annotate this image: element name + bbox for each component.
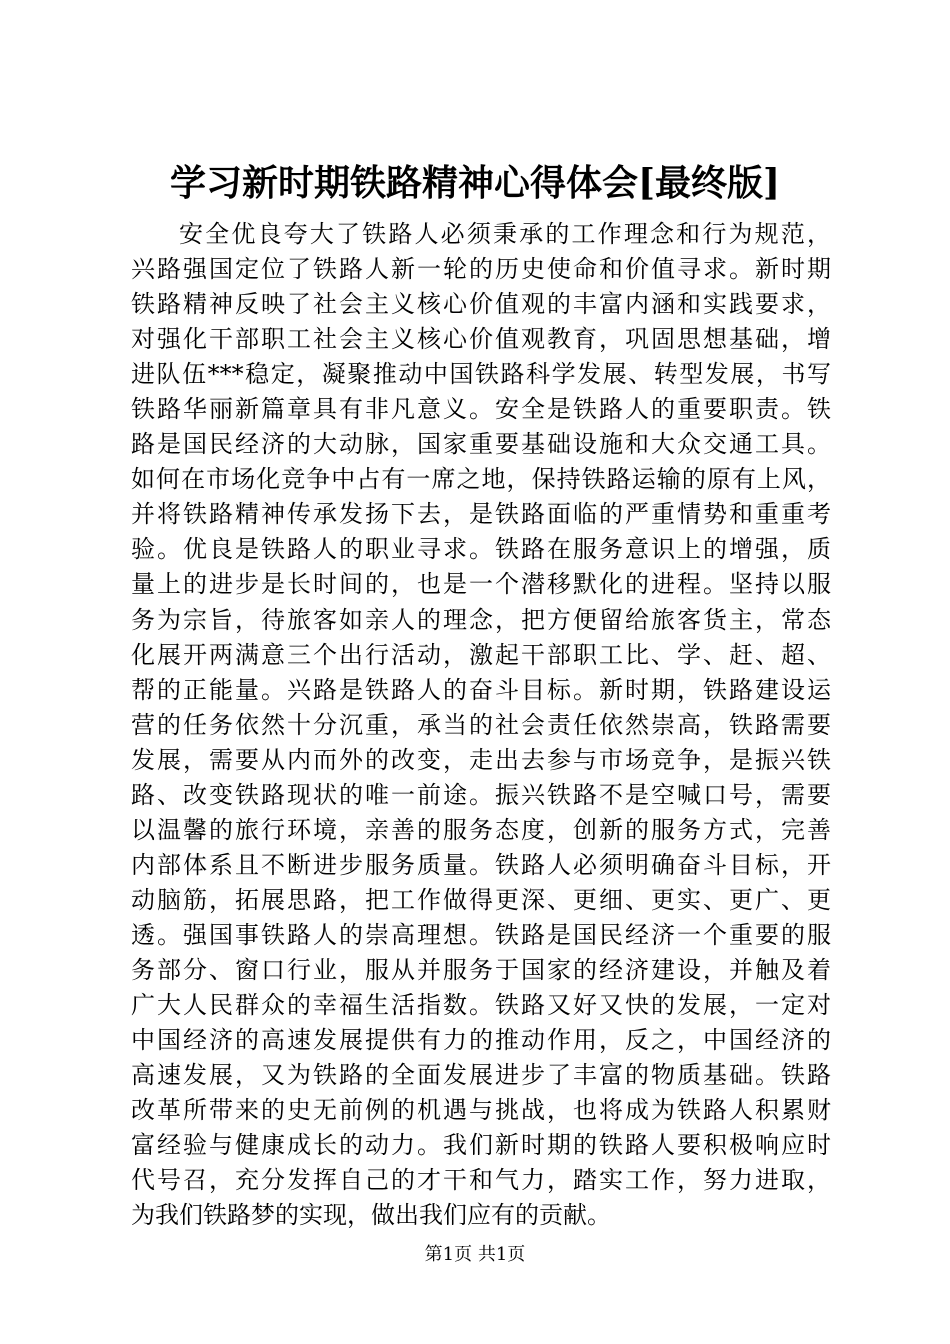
body-line: 代号召，充分发挥自己的才干和气力，踏实工作，努力进取， <box>131 1166 831 1195</box>
body-line: 进队伍***稳定，凝聚推动中国铁路科学发展、转型发展，书写 <box>131 360 831 389</box>
body-line: 广大人民群众的幸福生活指数。铁路又好又快的发展，一定对 <box>131 991 831 1020</box>
body-line: 兴路强国定位了铁路人新一轮的历史使命和价值寻求。新时期 <box>131 255 831 284</box>
body-line: 并将铁路精神传承发扬下去，是铁路面临的严重情势和重重考 <box>131 500 831 529</box>
document-body <box>131 217 831 1233</box>
body-line: 帮的正能量。兴路是铁路人的奋斗目标。新时期，铁路建设运 <box>131 675 831 704</box>
body-line: 为我们铁路梦的实现，做出我们应有的贡献。 <box>131 1201 611 1230</box>
body-line: 对强化干部职工社会主义核心价值观教育，巩固思想基础，增 <box>131 325 831 354</box>
body-line: 路、改变铁路现状的唯一前途。振兴铁路不是空喊口号，需要 <box>131 780 831 809</box>
body-line: 以温馨的旅行环境，亲善的服务态度，创新的服务方式，完善 <box>131 815 831 844</box>
body-line: 铁路精神反映了社会主义核心价值观的丰富内涵和实践要求， <box>131 290 831 319</box>
body-line: 动脑筋，拓展思路，把工作做得更深、更细、更实、更广、更 <box>131 885 831 914</box>
body-line: 化展开两满意三个出行活动，激起干部职工比、学、赶、超、 <box>131 640 831 669</box>
body-line: 发展，需要从内而外的改变，走出去参与市场竞争，是振兴铁 <box>131 745 831 774</box>
body-line: 透。强国事铁路人的崇高理想。铁路是国民经济一个重要的服 <box>131 920 831 949</box>
body-line: 营的任务依然十分沉重，承当的社会责任依然崇高，铁路需要 <box>131 710 831 739</box>
body-line: 安全优良夸大了铁路人必须秉承的工作理念和行为规范， <box>179 220 831 248</box>
body-line: 富经验与健康成长的动力。我们新时期的铁路人要积极响应时 <box>131 1131 831 1160</box>
body-line: 量上的进步是长时间的，也是一个潜移默化的进程。坚持以服 <box>131 570 831 599</box>
page-number-footer: 第1页 共1页 <box>424 1244 526 1265</box>
body-line: 如何在市场化竞争中占有一席之地，保持铁路运输的原有上风， <box>131 465 831 494</box>
document-title: 学习新时期铁路精神心得体会[最终版] <box>169 162 781 204</box>
body-line: 验。优良是铁路人的职业寻求。铁路在服务意识上的增强，质 <box>131 535 831 564</box>
body-line: 铁路华丽新篇章具有非凡意义。安全是铁路人的重要职责。铁 <box>131 395 831 424</box>
body-line: 改革所带来的史无前例的机遇与挑战，也将成为铁路人积累财 <box>131 1096 831 1125</box>
body-line: 中国经济的高速发展提供有力的推动作用，反之，中国经济的 <box>131 1026 831 1055</box>
body-line: 务为宗旨，待旅客如亲人的理念，把方便留给旅客货主，常态 <box>131 605 831 634</box>
body-line: 路是国民经济的大动脉，国家重要基础设施和大众交通工具。 <box>131 430 831 459</box>
body-line: 务部分、窗口行业，服从并服务于国家的经济建设，并触及着 <box>131 955 831 984</box>
body-line: 高速发展，又为铁路的全面发展进步了丰富的物质基础。铁路 <box>131 1061 831 1090</box>
body-line: 内部体系且不断进步服务质量。铁路人必须明确奋斗目标，开 <box>131 850 831 879</box>
